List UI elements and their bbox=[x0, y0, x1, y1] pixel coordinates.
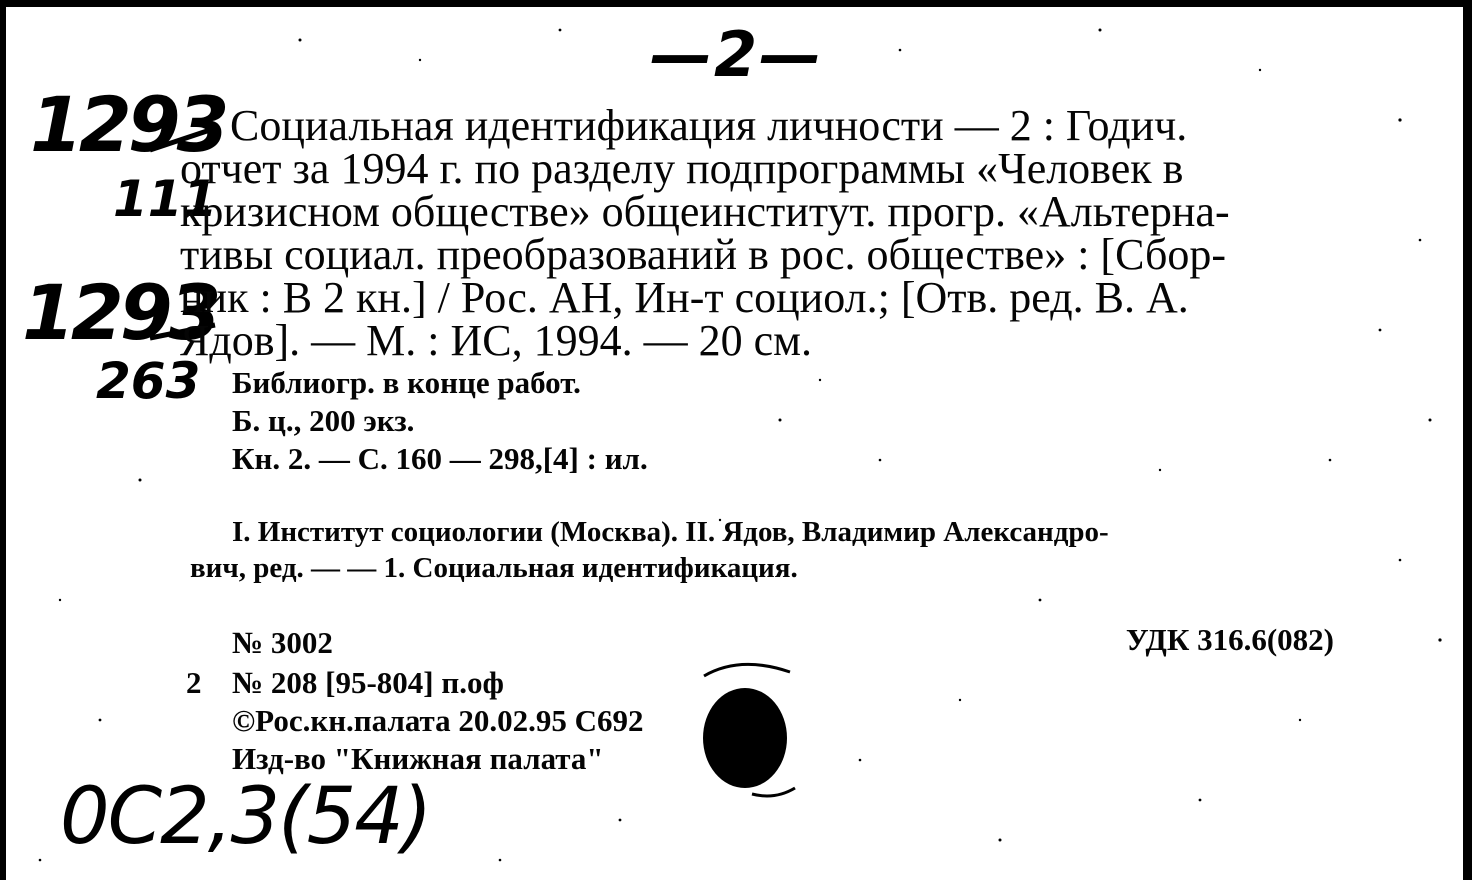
handwritten-shelf-mark-2: 1293 bbox=[22, 268, 218, 357]
record-number: № 3002 bbox=[232, 625, 333, 660]
ink-blot-stamp bbox=[703, 688, 787, 788]
description-line: кризисном обществе» общеинститут. прогр. «Альтерна- bbox=[180, 187, 1230, 236]
handwritten-shelf-mark-sub: 111 bbox=[113, 170, 218, 228]
tracing-line: вич, ред. — — 1. Социальная идентификация. bbox=[190, 552, 798, 584]
description-line: ник : В 2 кн.] / Рос. АН, Ин-т социол.; [Отв. ред. В. А. bbox=[180, 273, 1189, 322]
udk-code: УДК 316.6(082) bbox=[1125, 622, 1334, 657]
footer-line: Изд-во "Книжная палата" bbox=[232, 741, 604, 776]
footer-line: ©Рос.кн.палата 20.02.95 С692 bbox=[232, 703, 644, 738]
handwritten-shelf-mark-2-sub: 263 bbox=[96, 352, 201, 410]
handwritten-shelf-mark: 1293 bbox=[30, 80, 226, 169]
tracing-line: I. Институт социологии (Москва). II. Ядов, Владимир Александро- bbox=[232, 516, 1109, 548]
description-line: Социальная идентификация личности — 2 : Годич. bbox=[230, 101, 1188, 150]
description-line: отчет за 1994 г. по разделу подпрограммы «Человек в bbox=[180, 144, 1184, 193]
description-line: тивы социал. преобразований в рос. обществе» : [Сбор- bbox=[180, 230, 1226, 279]
note-pages: Кн. 2. — С. 160 — 298,[4] : ил. bbox=[232, 441, 648, 476]
footer-line: № 208 [95-804] п.оф bbox=[232, 665, 504, 700]
footer-prefix: 2 bbox=[186, 665, 202, 700]
description-line: Ядов]. — М. : ИС, 1994. — 20 см. bbox=[180, 316, 813, 365]
note-copies: Б. ц., 200 экз. bbox=[232, 403, 415, 438]
note-bibliography: Библиогр. в конце работ. bbox=[232, 365, 581, 400]
handwritten-page-mark: —2— bbox=[650, 18, 824, 91]
handwritten-call-number: 0С2,3(54) bbox=[60, 772, 431, 862]
